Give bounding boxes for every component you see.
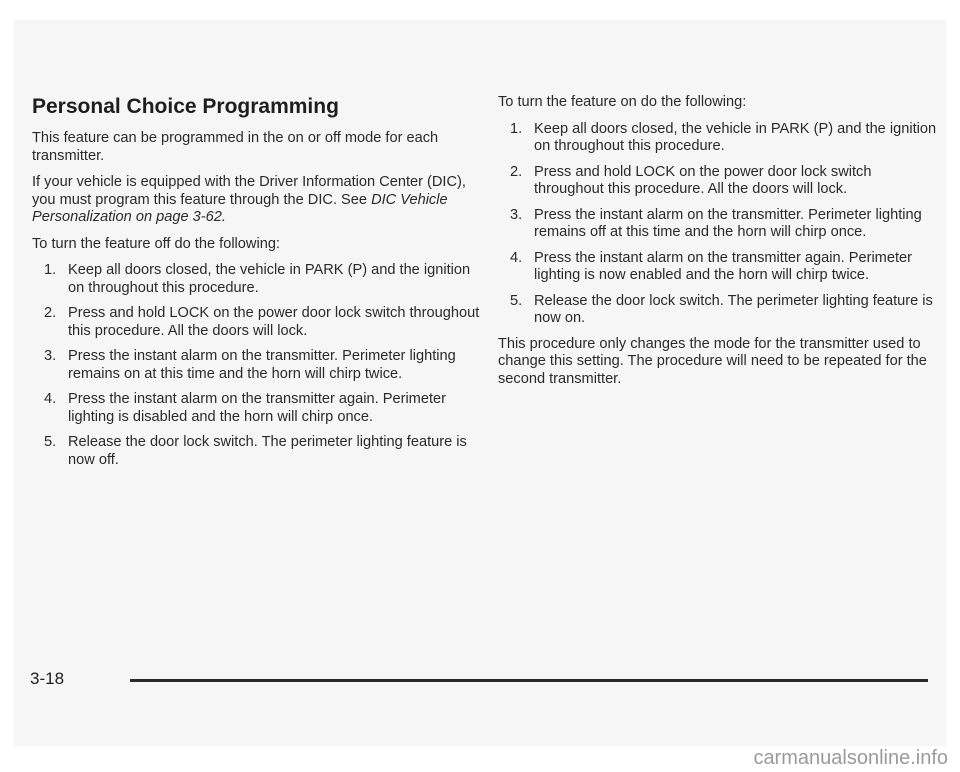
footer-rule xyxy=(130,679,928,682)
list-item xyxy=(508,207,938,242)
on-procedure-steps xyxy=(498,121,938,328)
watermark: carmanualsonline.info xyxy=(753,747,948,769)
step-number: 3. xyxy=(510,206,523,223)
closing-paragraph: This procedure only changes the mode for the transmitter used to change this setting. The procedure will need to be repeated for the second transmitter. xyxy=(498,335,927,387)
step-text: Release the door lock switch. The perimeter lighting feature is now on. xyxy=(534,292,933,326)
off-procedure-steps xyxy=(32,262,484,469)
list-item xyxy=(42,434,484,469)
step-number: 4. xyxy=(44,391,57,407)
dic-cross-reference: DIC Vehicle Personalization on page 3-62. xyxy=(32,191,448,225)
dic-paragraph-text: If your vehicle is equipped with the Driver Information Center (DIC), you must program this feature through the DIC. See xyxy=(32,174,466,208)
step-number: 1. xyxy=(44,262,57,278)
on-procedure-intro: To turn the feature on do the following: xyxy=(498,94,747,110)
list-item xyxy=(42,262,484,297)
manual-page xyxy=(14,20,946,746)
step-number: 5. xyxy=(510,292,523,309)
list-item xyxy=(508,293,938,328)
step-text: Keep all doors closed, the vehicle in PARK (P) and the ignition on throughout this procedure. xyxy=(68,262,471,296)
list-item xyxy=(42,391,484,426)
page-number: 3-18 xyxy=(30,669,65,688)
step-number: 1. xyxy=(510,120,523,137)
section-heading: Personal Choice Programming xyxy=(32,95,339,118)
step-text: Press the instant alarm on the transmitter. Perimeter lighting remains on at this time and the horn will chirp twice. xyxy=(68,348,456,382)
list-item xyxy=(42,305,484,340)
step-number: 2. xyxy=(44,305,57,321)
step-number: 5. xyxy=(44,434,57,450)
dic-paragraph xyxy=(32,174,484,227)
list-item xyxy=(508,250,938,285)
step-text: Press the instant alarm on the transmitter again. Perimeter lighting is disabled and the horn will chirp once. xyxy=(68,391,446,425)
list-item xyxy=(508,164,938,199)
intro-paragraph: This feature can be programmed in the on or off mode for each transmitter. xyxy=(32,130,439,164)
step-text: Keep all doors closed, the vehicle in PARK (P) and the ignition on throughout this procedure. xyxy=(534,120,937,154)
step-number: 3. xyxy=(44,348,57,364)
list-item xyxy=(508,121,938,156)
off-procedure-intro: To turn the feature off do the following: xyxy=(32,235,280,252)
left-column xyxy=(32,94,484,477)
step-text: Press the instant alarm on the transmitter. Perimeter lighting remains off at this time and the horn will chirp once. xyxy=(534,206,922,240)
step-number: 2. xyxy=(510,163,523,180)
step-text: Press and hold LOCK on the power door lock switch throughout this procedure. All the doors will lock. xyxy=(68,305,480,339)
right-column xyxy=(498,94,938,397)
step-text: Press the instant alarm on the transmitter again. Perimeter lighting is now enabled and the horn will chirp twice. xyxy=(534,249,912,283)
list-item xyxy=(42,348,484,383)
step-text: Press and hold LOCK on the power door lock switch throughout this procedure. All the doors will lock. xyxy=(534,163,872,197)
step-text: Release the door lock switch. The perimeter lighting feature is now off. xyxy=(68,434,467,468)
step-number: 4. xyxy=(510,249,523,266)
